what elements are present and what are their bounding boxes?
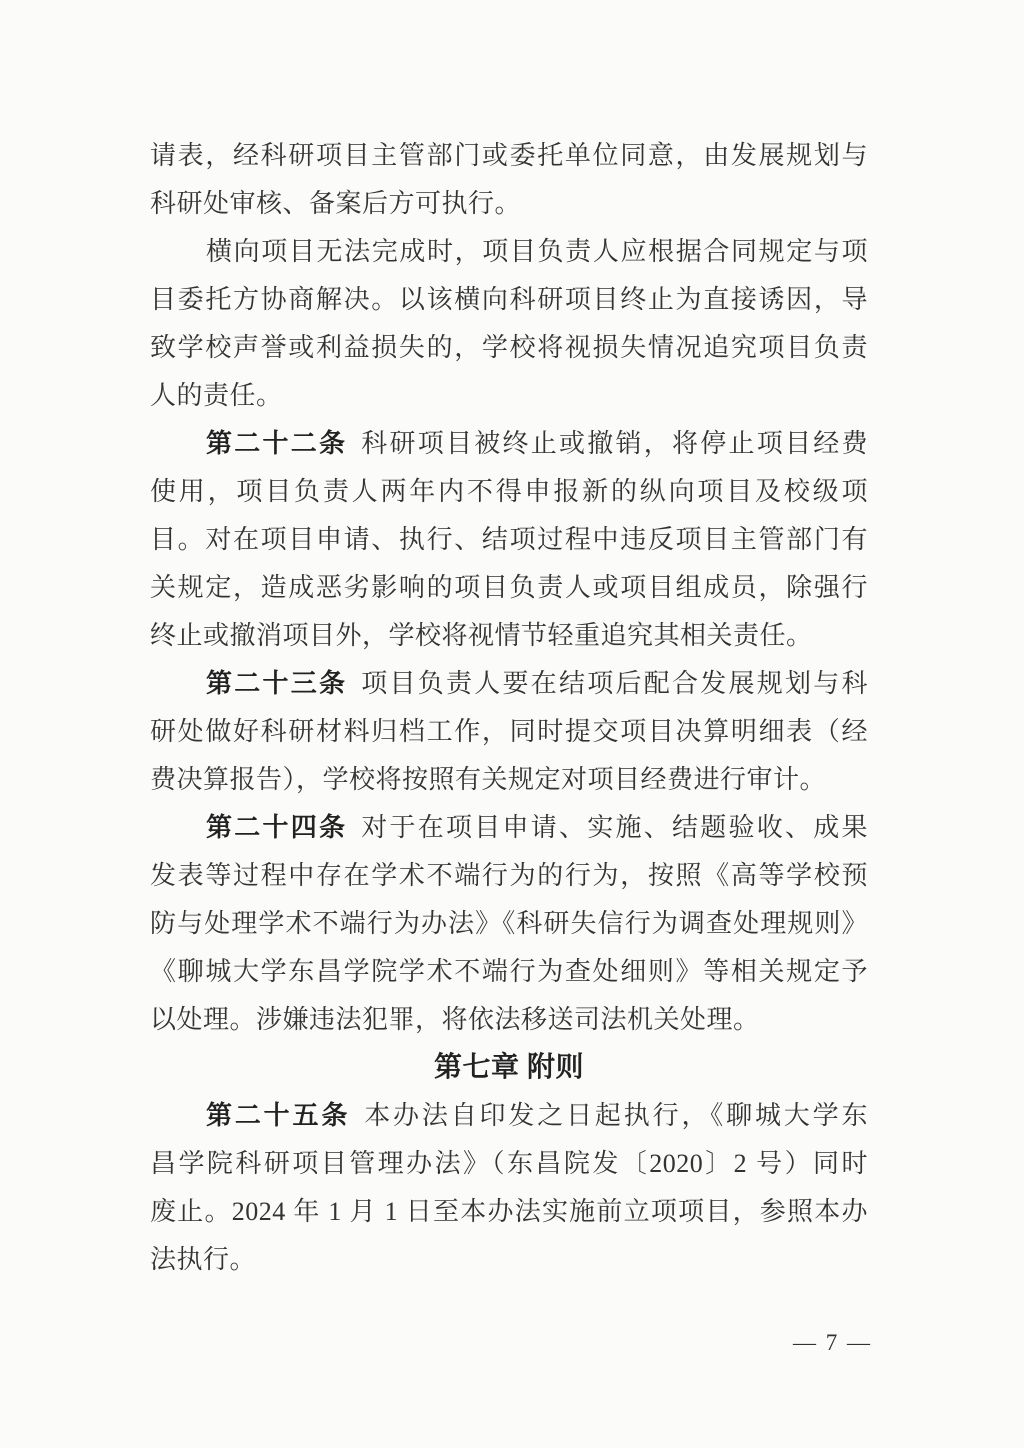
line-text: 昌学院科研项目管理办法》（东昌院发〔2020〕2 号）同时 — [150, 1149, 868, 1178]
line-text: 终止或撤消项目外，学校将视情节轻重追究其相关责任。 — [150, 621, 813, 650]
text-line — [150, 372, 868, 420]
line-text: 法执行。 — [150, 1245, 257, 1274]
article-number: 第二十三条 — [206, 669, 348, 698]
line-text: 目委托方协商解决。以该横向科研项目终止为直接诱因，导 — [150, 285, 868, 314]
line-text: 横向项目无法完成时，项目负责人应根据合同规定与项 — [206, 237, 868, 266]
text-line — [150, 852, 868, 900]
line-text: 致学校声誉或利益损失的，学校将视损失情况追究项目负责 — [150, 333, 868, 362]
line-text: 目。对在项目申请、执行、结项过程中违反项目主管部门有 — [150, 525, 868, 554]
line-text: 本办法自印发之日起执行，《聊城大学东 — [364, 1101, 868, 1130]
text-line — [150, 324, 868, 372]
text-line — [150, 804, 868, 852]
line-text: 人的责任。 — [150, 381, 283, 410]
text-line — [150, 612, 868, 660]
text-line — [150, 1188, 868, 1236]
line-text: 使用，项目负责人两年内不得申报新的纵向项目及校级项 — [150, 477, 868, 506]
line-text: 费决算报告），学校将按照有关规定对项目经费进行审计。 — [150, 765, 827, 794]
text-line — [150, 276, 868, 324]
text-line — [150, 420, 868, 468]
text-line — [150, 1044, 868, 1092]
line-text: 《聊城大学东昌学院学术不端行为查处细则》等相关规定予 — [150, 957, 868, 986]
text-line — [150, 1236, 868, 1284]
line-text: 请表，经科研项目主管部门或委托单位同意，由发展规划与 — [150, 141, 868, 170]
text-line — [150, 132, 868, 180]
text-line — [150, 708, 868, 756]
text-line — [150, 468, 868, 516]
text-line — [150, 1092, 868, 1140]
text-line — [150, 660, 868, 708]
line-text: 项目负责人要在结项后配合发展规划与科 — [361, 669, 868, 698]
text-line — [150, 900, 868, 948]
line-text: 发表等过程中存在学术不端行为的行为，按照《高等学校预 — [150, 861, 868, 890]
document-body — [150, 132, 868, 1284]
line-text: 研处做好科研材料归档工作，同时提交项目决算明细表（经 — [150, 717, 868, 746]
text-line — [150, 996, 868, 1044]
article-number: 第二十二条 — [206, 429, 348, 458]
line-text: 科研项目被终止或撤销，将停止项目经费 — [361, 429, 868, 458]
article-number: 第二十四条 — [206, 813, 348, 842]
text-line — [150, 948, 868, 996]
text-line — [150, 1140, 868, 1188]
text-line — [150, 564, 868, 612]
line-text: 废止。2024 年 1 月 1 日至本办法实施前立项项目，参照本办 — [150, 1197, 868, 1226]
text-line — [150, 756, 868, 804]
line-text: 关规定，造成恶劣影响的项目负责人或项目组成员，除强行 — [150, 573, 868, 602]
article-number: 第二十五条 — [206, 1101, 351, 1130]
page-number: — 7 — — [793, 1330, 872, 1355]
line-text: 以处理。涉嫌违法犯罪，将依法移送司法机关处理。 — [150, 1005, 760, 1034]
text-line — [150, 228, 868, 276]
text-line — [150, 516, 868, 564]
line-text: 第七章 附则 — [433, 1052, 584, 1083]
line-text: 科研处审核、备案后方可执行。 — [150, 189, 522, 218]
line-text: 对于在项目申请、实施、结题验收、成果 — [361, 813, 868, 842]
text-line — [150, 180, 868, 228]
line-text: 防与处理学术不端行为办法》《科研失信行为调查处理规则》 — [150, 909, 868, 938]
